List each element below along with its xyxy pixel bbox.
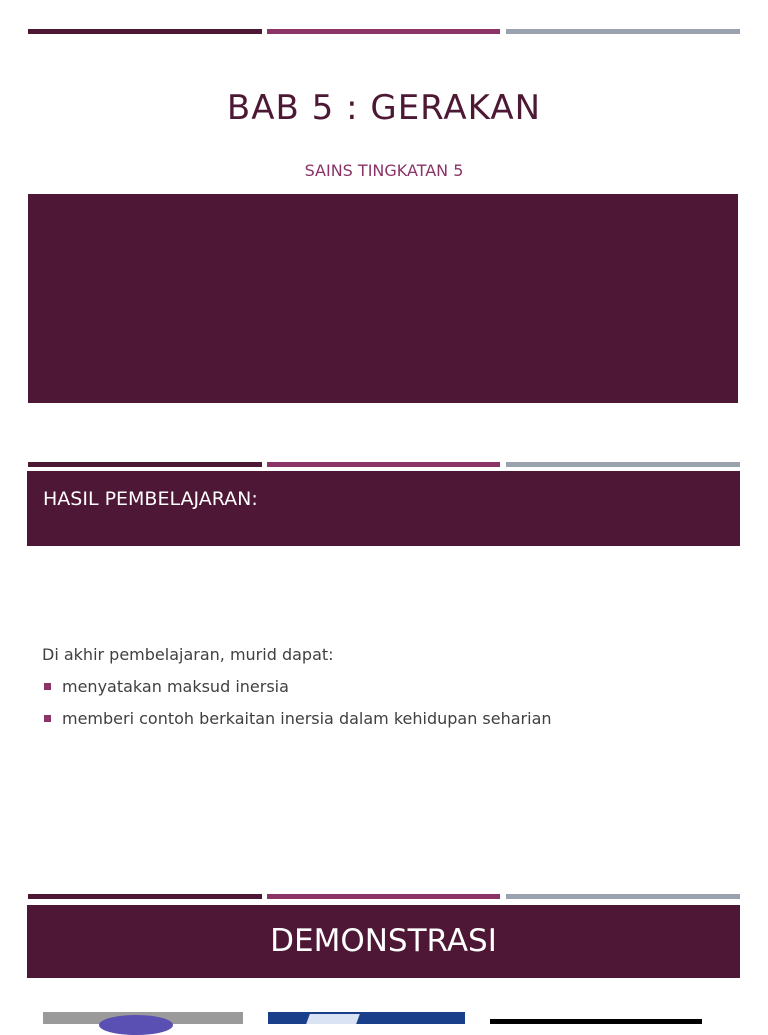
accent-bar-magenta [267,462,500,467]
oval-shape [99,1015,173,1035]
accent-bar-gray [506,462,740,467]
list-item-text: memberi contoh berkaitan inersia dalam kehidupan seharian [62,709,552,728]
demo-image-1 [43,1012,243,1024]
accent-bar-gray [506,29,740,34]
accent-bar-dark [28,29,262,34]
section-heading: HASIL PEMBELAJARAN: [43,488,258,510]
list-item-text: menyatakan maksud inersia [62,677,289,696]
demo-image-2 [268,1012,465,1024]
slide1-accent-bars [28,29,740,34]
intro-text: Di akhir pembelajaran, murid dapat: [42,645,334,664]
list-item [42,709,552,741]
accent-bar-dark [28,894,262,899]
accent-bar-gray [506,894,740,899]
list-item [42,677,552,709]
section-header-panel [27,471,740,546]
accent-bar-magenta [267,29,500,34]
accent-bar-magenta [267,894,500,899]
accent-bar-dark [28,462,262,467]
slide3-accent-bars [28,894,740,899]
square-bullet-icon [44,715,51,722]
slide-title: BAB 5 : GERAKAN [226,88,542,128]
demo-heading: DEMONSTRASI [270,923,497,959]
highlight-shape [306,1014,360,1024]
slide2-accent-bars [28,462,740,467]
title-color-panel [28,194,738,403]
square-bullet-icon [44,683,51,690]
slide-subtitle: SAINS TINGKATAN 5 [304,161,464,180]
demo-image-3 [490,1019,702,1024]
learning-outcomes-list [42,677,552,741]
